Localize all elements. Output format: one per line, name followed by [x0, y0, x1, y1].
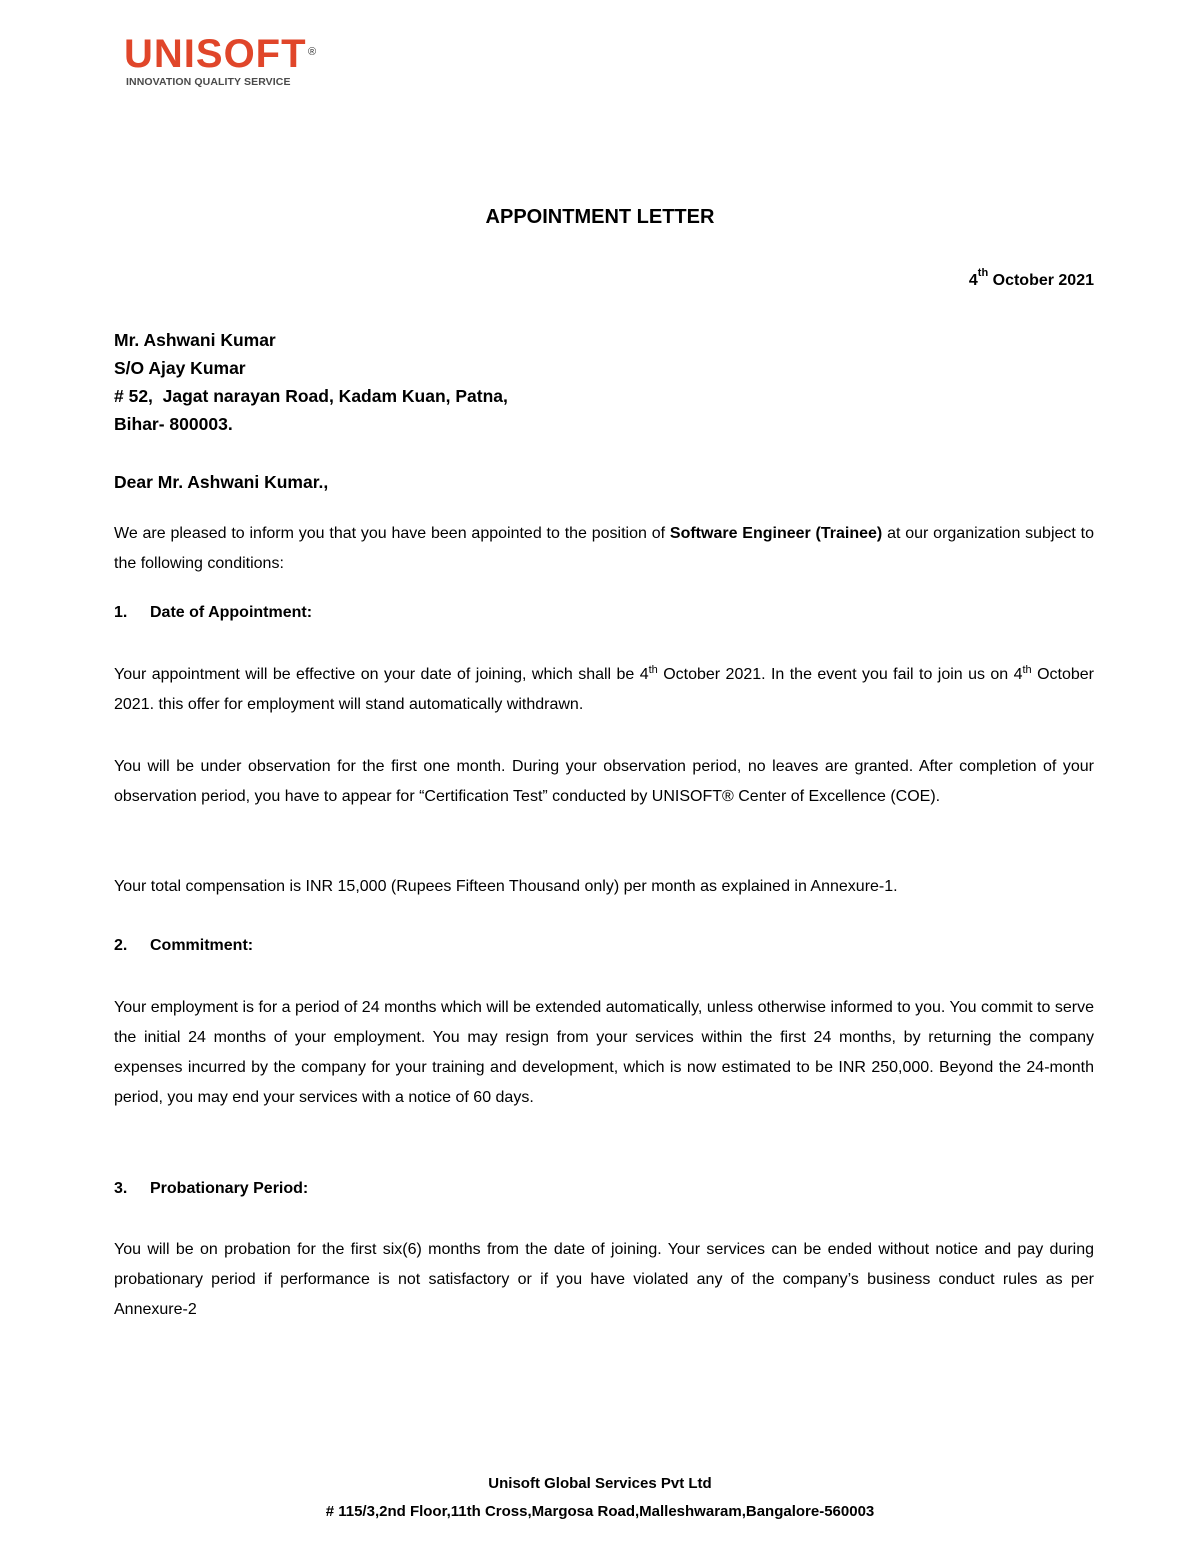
logo-registered-mark: ®: [308, 46, 318, 58]
ordinal-suffix: th: [1022, 664, 1032, 676]
date-day: 4: [968, 272, 978, 289]
logo-name: UNISOFT: [124, 32, 307, 76]
para-text: October 2021. In the event you fail to join us on 4: [657, 666, 1023, 683]
section-heading-commitment: [114, 937, 253, 955]
section-number: 1.: [114, 604, 128, 621]
section-title: Probationary Period:: [150, 1180, 309, 1197]
recipient-name: Mr. Ashwani Kumar: [114, 330, 276, 350]
intro-paragraph: [114, 519, 1094, 579]
ordinal-suffix: th: [648, 664, 658, 676]
recipient-address-line1: # 52, Jagat narayan Road, Kadam Kuan, Patna,: [114, 386, 508, 406]
recipient-address: [114, 326, 508, 438]
section-title: Date of Appointment:: [150, 604, 313, 621]
section-number: 3.: [114, 1180, 128, 1197]
footer-address: # 115/3,2nd Floor,11th Cross,Margosa Road,Malleshwaram,Bangalore-560003: [325, 1503, 875, 1520]
position-title: Software Engineer (Trainee): [669, 525, 883, 542]
logo-tagline: INNOVATION QUALITY SERVICE: [126, 76, 291, 88]
recipient-address-line2: Bihar- 800003.: [114, 414, 233, 434]
para-text: Your appointment will be effective on your date of joining, which shall be 4: [114, 666, 649, 683]
salutation: Dear Mr. Ashwani Kumar.,: [114, 472, 329, 492]
date-suffix: th: [977, 267, 989, 279]
letter-date: [968, 267, 1094, 290]
section1-paragraph2: You will be under observation for the first one month. During your observation period, no leaves are granted. After completion of your observation period, you have to appear for “Certification Test” conducted by UNISOFT® Center of Excellence (COE).: [114, 758, 1094, 805]
intro-text-end: at our organization subject to the following conditions:: [114, 525, 1095, 572]
section-heading-probationary-period: [114, 1180, 308, 1198]
intro-text: We are pleased to inform you that you have been appointed to the position of: [114, 525, 670, 542]
logo-wordmark: [124, 32, 318, 76]
section-heading-date-of-appointment: [114, 604, 312, 622]
section1-paragraph3: Your total compensation is INR 15,000 (Rupees Fifteen Thousand only) per month as explained in Annexure-1.: [114, 878, 898, 895]
section3-paragraph1: You will be on probation for the first six(6) months from the date of joining. Your services can be ended without notice and pay during probationary period if performance is not satisfactory or if you have violated any of the company’s business conduct rules as per Annexure-2: [114, 1241, 1094, 1318]
section2-paragraph1: Your employment is for a period of 24 months which will be extended automatically, unless otherwise informed to you. You commit to serve the initial 24 months of your employment. You may resign from your services within the first 24 months, by returning the company expenses incurred by the company for your training and development, which is now estimated to be INR 250,000. Beyond the 24-month period, you may end your services with a notice of 60 days.: [114, 999, 1094, 1106]
section-number: 2.: [114, 937, 128, 954]
para-text: October 2021. this offer for employment will stand automatically withdrawn.: [114, 666, 1094, 713]
company-logo: [124, 32, 318, 88]
section-title: Commitment:: [150, 937, 254, 954]
date-rest: October 2021: [988, 272, 1094, 289]
footer-company: Unisoft Global Services Pvt Ltd: [488, 1475, 712, 1492]
letter-title: APPOINTMENT LETTER: [485, 206, 715, 228]
section1-paragraph1: [114, 660, 1094, 720]
recipient-relation: S/O Ajay Kumar: [114, 358, 246, 378]
